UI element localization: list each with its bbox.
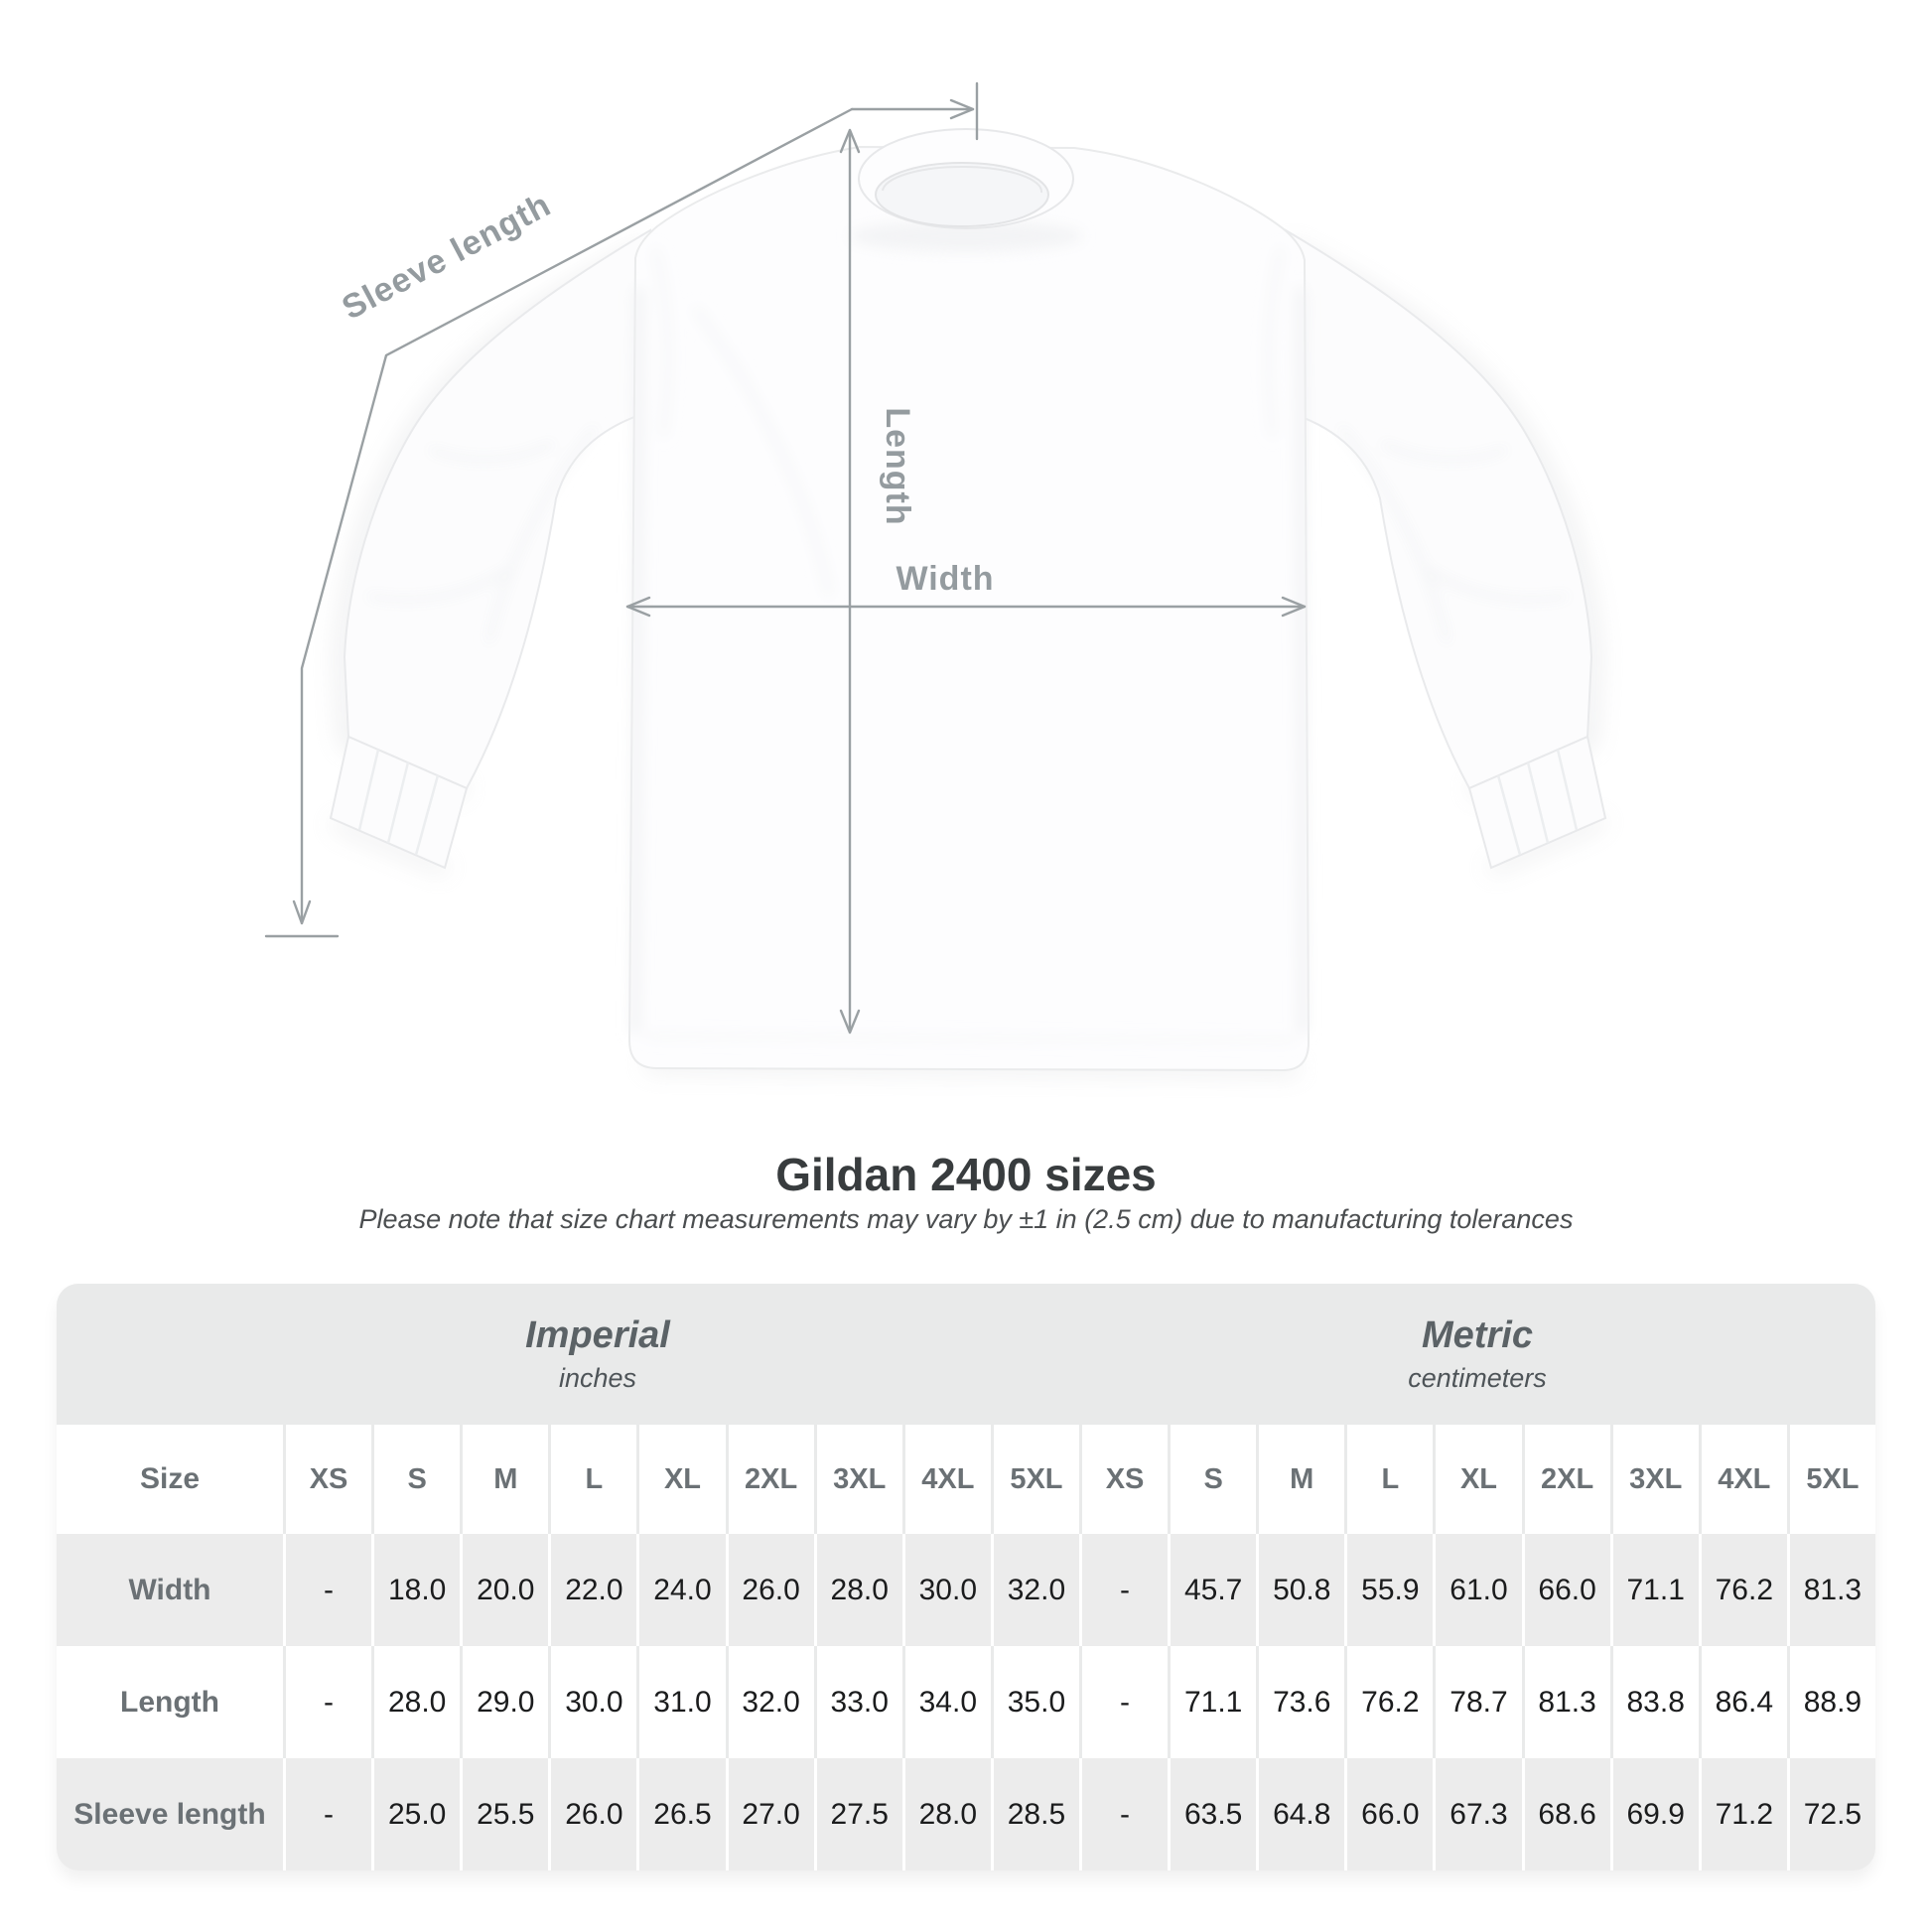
table-cell: 68.6: [1522, 1758, 1610, 1870]
length-row-label: Length: [120, 1685, 219, 1719]
table-cell: 72.5: [1787, 1758, 1875, 1870]
table-cell: -: [283, 1758, 371, 1870]
metric-unit: centimeters: [1408, 1363, 1547, 1394]
table-cell: 29.0: [460, 1646, 548, 1758]
sleeve-length-row-cells: [283, 1758, 1875, 1870]
table-cell: 35.0: [991, 1646, 1079, 1758]
unit-header-row: [57, 1284, 1875, 1425]
table-cell: 76.2: [1699, 1534, 1787, 1646]
table-cell: 32.0: [991, 1534, 1079, 1646]
table-cell: 86.4: [1699, 1646, 1787, 1758]
table-cell: -: [1079, 1758, 1168, 1870]
sleeve-length-label: Sleeve length: [336, 186, 558, 328]
table-cell: 63.5: [1168, 1758, 1256, 1870]
size-header-cell: 4XL: [902, 1425, 991, 1534]
size-header-cell: XL: [636, 1425, 725, 1534]
table-cell: 27.0: [726, 1758, 814, 1870]
table-cell: 76.2: [1344, 1646, 1433, 1758]
table-cell: 30.0: [902, 1534, 991, 1646]
table-cell: 33.0: [814, 1646, 902, 1758]
tolerance-note: Please note that size chart measurements may vary by ±1 in (2.5 cm) due to manufacturing tolerances: [358, 1204, 1574, 1234]
table-cell: 26.5: [636, 1758, 725, 1870]
table-cell: 26.0: [548, 1758, 636, 1870]
table-cell: 71.1: [1610, 1534, 1699, 1646]
table-cell: -: [1079, 1534, 1168, 1646]
table-cell: 50.8: [1256, 1534, 1344, 1646]
shirt-collar: [849, 129, 1083, 252]
table-cell: 64.8: [1256, 1758, 1344, 1870]
size-header-cell: L: [548, 1425, 636, 1534]
table-cell: 69.9: [1610, 1758, 1699, 1870]
metric-section-header: [1079, 1284, 1875, 1425]
table-cell: -: [283, 1534, 371, 1646]
table-cell: 81.3: [1787, 1534, 1875, 1646]
table-cell: 25.5: [460, 1758, 548, 1870]
table-cell: 24.0: [636, 1534, 725, 1646]
table-cell: 61.0: [1433, 1534, 1521, 1646]
table-cell: 67.3: [1433, 1758, 1521, 1870]
size-header-cell: 5XL: [991, 1425, 1079, 1534]
size-header-cell: XL: [1433, 1425, 1521, 1534]
length-row-cells: [283, 1646, 1875, 1758]
table-cell: 18.0: [371, 1534, 460, 1646]
table-cell: 27.5: [814, 1758, 902, 1870]
table-cell: 28.0: [902, 1758, 991, 1870]
size-header-cell: XS: [283, 1425, 371, 1534]
size-header-cell: S: [371, 1425, 460, 1534]
width-label: Width: [896, 560, 995, 598]
metric-title: Metric: [1422, 1313, 1533, 1356]
table-cell: 28.0: [371, 1646, 460, 1758]
size-header-cells: [283, 1425, 1875, 1534]
size-header-cell: 2XL: [726, 1425, 814, 1534]
size-header-cell: 5XL: [1787, 1425, 1875, 1534]
table-cell: 22.0: [548, 1534, 636, 1646]
table-cell: 26.0: [726, 1534, 814, 1646]
table-cell: 78.7: [1433, 1646, 1521, 1758]
table-cell: 88.9: [1787, 1646, 1875, 1758]
size-header-cell: L: [1344, 1425, 1433, 1534]
table-cell: 66.0: [1344, 1758, 1433, 1870]
length-row: [57, 1646, 1875, 1758]
table-cell: 32.0: [726, 1646, 814, 1758]
table-cell: -: [283, 1646, 371, 1758]
sleeve-length-row-label: Sleeve length: [73, 1797, 266, 1831]
table-cell: 71.2: [1699, 1758, 1787, 1870]
width-row: [57, 1534, 1875, 1646]
table-cell: 45.7: [1168, 1534, 1256, 1646]
size-header-cell: M: [1256, 1425, 1344, 1534]
table-cell: 55.9: [1344, 1534, 1433, 1646]
length-label: Length: [879, 407, 916, 526]
size-column-header: Size: [139, 1462, 201, 1495]
width-row-label: Width: [128, 1573, 211, 1606]
size-header-cell: 4XL: [1699, 1425, 1787, 1534]
size-header-cell: M: [460, 1425, 548, 1534]
table-cell: 66.0: [1522, 1534, 1610, 1646]
imperial-section-header: [57, 1284, 1079, 1425]
sleeve-length-row: [57, 1758, 1875, 1870]
table-cell: -: [1079, 1646, 1168, 1758]
table-cell: 34.0: [902, 1646, 991, 1758]
size-header-cell: S: [1168, 1425, 1256, 1534]
page-title: Gildan 2400 sizes: [775, 1149, 1157, 1200]
width-row-cells: [283, 1534, 1875, 1646]
table-cell: 28.0: [814, 1534, 902, 1646]
table-cell: 28.5: [991, 1758, 1079, 1870]
size-header-row: [57, 1425, 1875, 1534]
table-cell: 31.0: [636, 1646, 725, 1758]
size-header-cell: XS: [1079, 1425, 1168, 1534]
size-header-cell: 2XL: [1522, 1425, 1610, 1534]
table-cell: 30.0: [548, 1646, 636, 1758]
table-cell: 25.0: [371, 1758, 460, 1870]
table-cell: 83.8: [1610, 1646, 1699, 1758]
table-cell: 73.6: [1256, 1646, 1344, 1758]
imperial-unit: inches: [558, 1363, 637, 1394]
table-cell: 81.3: [1522, 1646, 1610, 1758]
table-cell: 20.0: [460, 1534, 548, 1646]
table-cell: 71.1: [1168, 1646, 1256, 1758]
imperial-title: Imperial: [525, 1313, 670, 1356]
size-chart-table: [57, 1284, 1875, 1870]
size-header-cell: 3XL: [814, 1425, 902, 1534]
shirt-body: [629, 147, 1309, 1070]
size-header-cell: 3XL: [1610, 1425, 1699, 1534]
